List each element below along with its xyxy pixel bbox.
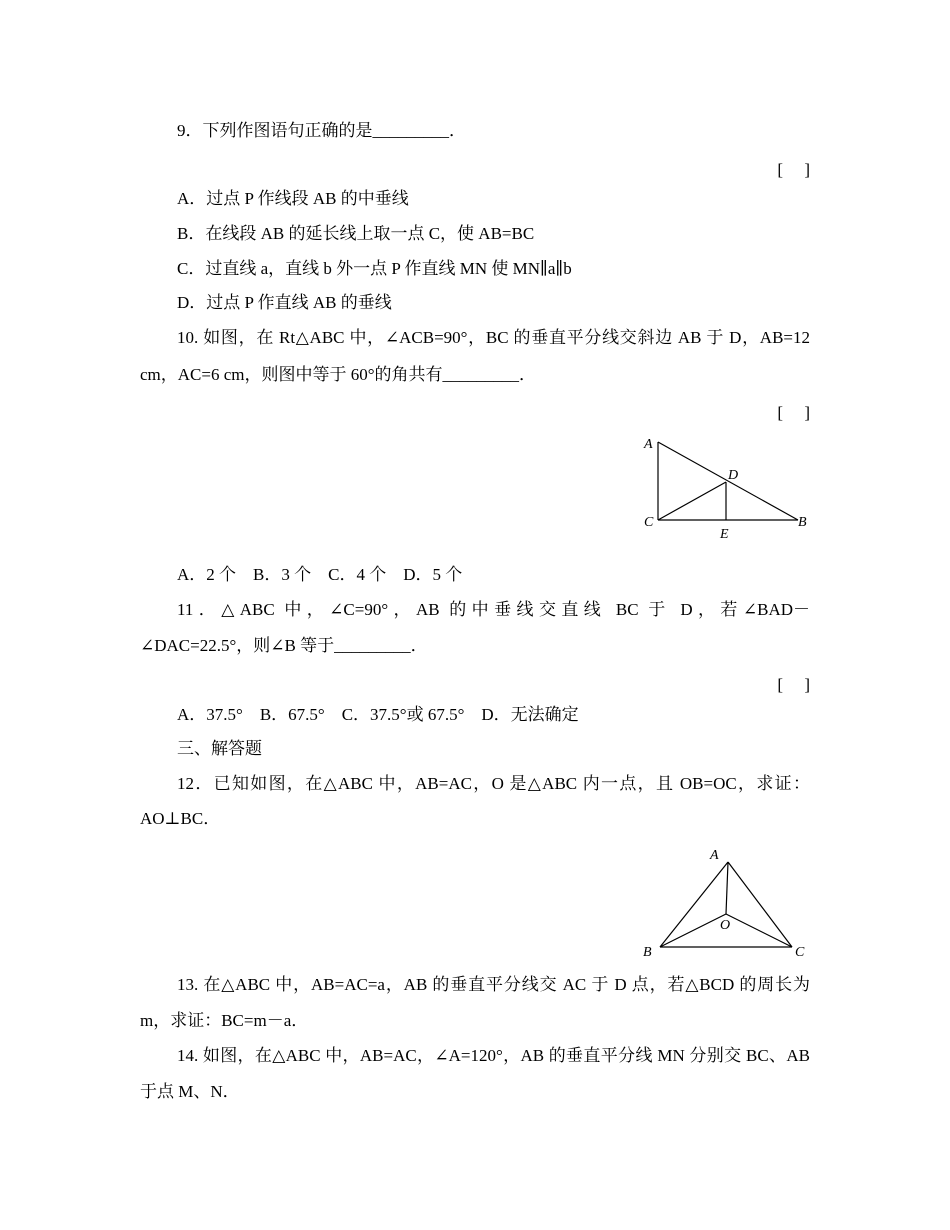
question-12-stem-line1: 12．已知如图，在△ABC 中，AB=AC，O 是△ABC 内一点，且 OB=OC，求证： [177, 774, 810, 793]
question-9-stem: 9．下列作图语句正确的是_________． [177, 121, 466, 140]
question-10-options: A．2 个 B．3 个 C．4 个 D．5 个 [177, 565, 463, 584]
question-10-stem-line2: cm，AC=6 cm，则图中等于 60°的角共有_________． [140, 365, 537, 384]
question-11-stem-line1: 11．△ABC 中，∠C=90°，AB 的中垂线交直线 BC 于 D，若∠BAD－ [177, 600, 810, 619]
fig12-label-a: A [710, 848, 719, 863]
fig12-label-c: C [795, 945, 805, 960]
question-13-stem-line1: 13. 在△ABC 中，AB=AC=a，AB 的垂直平分线交 AC 于 D 点，若△BCD 的周长为 [177, 975, 810, 994]
question-11-answer-bracket: [ ] [777, 675, 810, 694]
question-10-answer-bracket: [ ] [777, 403, 810, 422]
question-14-stem-line2: 于点 M、N． [140, 1082, 240, 1101]
fig10-label-b: B [798, 515, 807, 530]
fig12-label-o: O [720, 918, 731, 933]
question-12-stem-line2: AO⊥BC． [140, 809, 221, 828]
question-9-option-a: A．过点 P 作线段 AB 的中垂线 [177, 189, 409, 208]
fig12-label-b: B [643, 945, 652, 960]
question-9-answer-bracket: [ ] [777, 160, 810, 179]
question-13-stem-line2: m，求证：BC=m－a． [140, 1011, 309, 1030]
question-9-option-b: B．在线段 AB 的延长线上取一点 C，使 AB=BC [177, 224, 535, 243]
question-10-figure [638, 430, 818, 545]
question-10-stem-line1: 10. 如图，在 Rt△ABC 中，∠ACB=90°，BC 的垂直平分线交斜边 AB 于 D，AB=12 [177, 328, 810, 347]
section-3-heading: 三、解答题 [177, 739, 262, 758]
fig10-label-c: C [644, 515, 654, 530]
fig10-label-e: E [720, 527, 729, 542]
question-9-option-c: C．过直线 a，直线 b 外一点 P 作直线 MN 使 MN∥a∥b [177, 259, 572, 278]
fig10-label-d: D [728, 468, 739, 483]
question-12-figure [640, 842, 820, 964]
fig10-label-a: A [644, 437, 653, 452]
question-11-stem-line2: ∠DAC=22.5°，则∠B 等于_________． [140, 636, 428, 655]
question-11-options: A．37.5° B．67.5° C．37.5°或 67.5° D．无法确定 [177, 705, 579, 724]
question-14-stem-line1: 14. 如图，在△ABC 中，AB=AC，∠A=120°，AB 的垂直平分线 MN 分别交 BC、AB [177, 1046, 810, 1065]
question-9-option-d: D．过点 P 作直线 AB 的垂线 [177, 293, 392, 312]
